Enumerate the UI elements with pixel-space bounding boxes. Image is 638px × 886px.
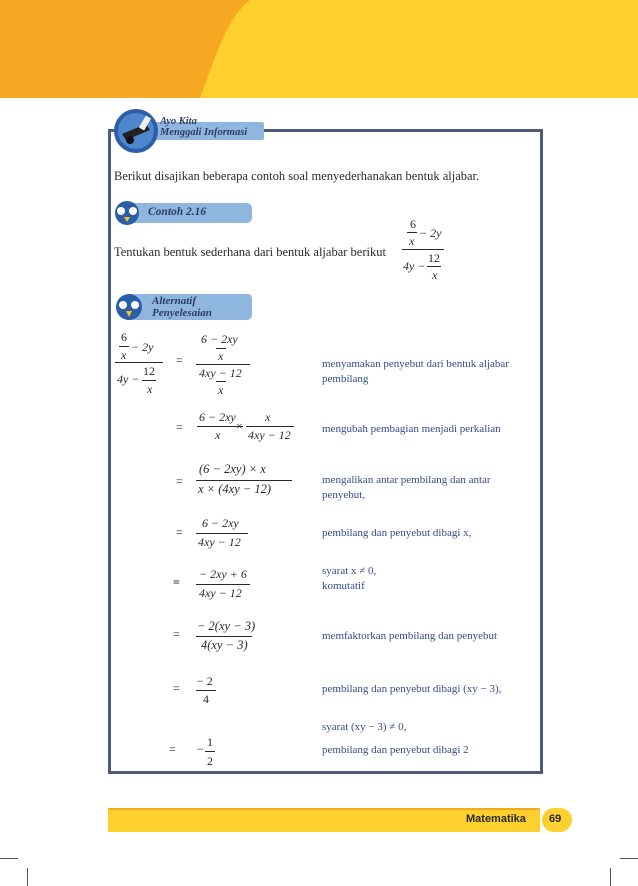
s6-num: − 2(xy − 3) — [197, 619, 256, 633]
s2-n1: 6 − 2xy — [199, 410, 236, 424]
step-note: pembilang dan penyebut dibagi x, — [322, 527, 472, 539]
example-label: Contoh 2.16 — [148, 206, 207, 218]
crop-mark — [27, 868, 28, 886]
crop-mark — [620, 858, 638, 859]
s2-times: × — [236, 419, 243, 433]
q-num-b: − 2y — [419, 226, 442, 240]
fraction-bar — [402, 249, 444, 250]
s1-num-x: x — [218, 349, 224, 363]
s6-den: 4(xy − 3) — [201, 638, 248, 652]
example-badge — [114, 200, 254, 226]
fraction-bar — [115, 362, 163, 363]
badge-line-1: Ayo Kita — [160, 116, 197, 127]
s3-num: (6 − 2xy) × x — [199, 462, 266, 476]
s1-den: 4xy − 12 — [199, 366, 242, 380]
fraction-bar — [196, 636, 252, 637]
alt-line-2: Penyelesaian — [152, 307, 212, 319]
fraction-bar — [246, 426, 294, 427]
step-note: menyamakan penyebut dari bentuk aljabar pembilang — [322, 358, 509, 385]
s8-minus: − — [197, 742, 204, 756]
lhs-4y: 4y − — [117, 372, 140, 386]
q-num-x: x — [409, 234, 415, 248]
step-note: mengubah pembagian menjadi perkalian — [322, 423, 501, 435]
equals-sign: = — [176, 525, 183, 539]
q-num-a: 6 — [410, 217, 416, 231]
fraction-bar — [196, 533, 248, 534]
ayo-kita-badge — [112, 106, 264, 156]
footer-subject: Matematika — [466, 813, 526, 825]
lhs-minus-2y: − 2y — [131, 340, 154, 354]
alternative-badge — [114, 290, 254, 324]
badge-title — [160, 116, 247, 138]
equals-sign: = — [173, 575, 180, 589]
question-text: Tentukan bentuk sederhana dari bentuk aljabar berikut — [114, 245, 386, 259]
s5-num: − 2xy + 6 — [199, 567, 247, 581]
fraction-bar — [196, 690, 216, 691]
s7-num: − 2 — [197, 674, 213, 688]
fraction-bar — [142, 380, 156, 381]
alternative-label — [152, 295, 212, 319]
s2-d1: x — [215, 428, 221, 442]
fraction-bar — [119, 346, 129, 347]
step-note: syarat x ≠ 0, komutatif — [322, 565, 377, 592]
equals-sign: = — [173, 627, 180, 641]
equals-sign: = — [169, 742, 176, 756]
q-den-b: 12 — [428, 251, 440, 265]
crop-mark — [0, 858, 18, 859]
header-band — [0, 0, 638, 98]
fraction-bar — [205, 751, 215, 752]
crop-mark — [610, 868, 611, 886]
q-den-x: x — [432, 268, 438, 282]
fraction-bar — [196, 584, 250, 585]
alt-line-1: Alternatif — [152, 295, 197, 307]
step-condition: syarat (xy − 3) ≠ 0, — [322, 721, 407, 733]
step-note: pembilang dan penyebut dibagi (xy − 3), — [322, 683, 502, 695]
badge-line-2: Menggali Informasi — [160, 127, 248, 138]
page-number: 69 — [549, 813, 562, 825]
lhs-6: 6 — [121, 330, 127, 344]
s8-den: 2 — [207, 754, 213, 768]
step-note: pembilang dan penyebut dibagi 2 — [322, 744, 469, 756]
s8-num: 1 — [207, 735, 213, 749]
fraction-bar — [196, 480, 292, 481]
step-note: memfaktorkan pembilang dan penyebut — [322, 630, 498, 642]
s7-den: 4 — [203, 692, 209, 706]
equals-sign: = — [176, 474, 183, 488]
s5-den: 4xy − 12 — [199, 586, 242, 600]
lhs-x: x — [121, 348, 127, 362]
fraction-bar — [427, 266, 441, 267]
s2-n2: x — [265, 410, 271, 424]
equals-sign: = — [176, 353, 183, 367]
s2-d2: 4xy − 12 — [248, 428, 291, 442]
lhs-x2: x — [147, 382, 153, 396]
s1-den-x: x — [218, 383, 224, 397]
s3-den: x × (4xy − 12) — [198, 482, 272, 496]
lhs-12: 12 — [143, 364, 155, 378]
equals-sign: = — [173, 681, 180, 695]
q-den-a: 4y − — [403, 259, 426, 273]
s1-num: 6 − 2xy — [201, 332, 238, 346]
step-note: mengalikan antar pembilang dan antar penyebut, — [322, 474, 491, 501]
s4-den: 4xy − 12 — [198, 535, 241, 549]
fraction-bar — [216, 381, 226, 382]
equals-sign: = — [176, 420, 183, 434]
fraction-bar — [196, 364, 250, 365]
intro-text: Berikut disajikan beberapa contoh soal menyederhanakan bentuk aljabar. — [114, 169, 480, 183]
fraction-bar — [407, 232, 417, 233]
s4-num: 6 − 2xy — [202, 516, 239, 530]
